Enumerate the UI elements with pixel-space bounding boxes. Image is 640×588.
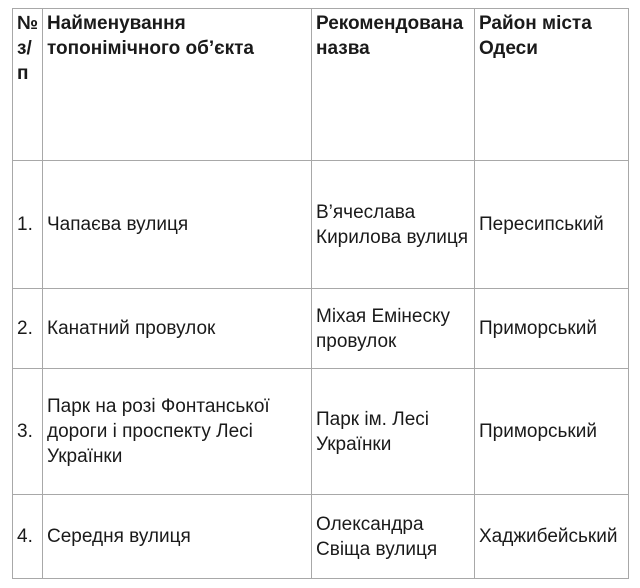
recommended-name-cell: Парк ім. Лесі Українки: [312, 369, 475, 495]
row-number: 2.: [13, 289, 43, 369]
row-number: 3.: [13, 369, 43, 495]
table-header-row: [13, 9, 629, 161]
table-row: [13, 289, 629, 369]
object-name-cell: Середня вулиця: [43, 495, 312, 579]
recommended-name-cell: Олександра Свіща вулиця: [312, 495, 475, 579]
header-number-line: п: [17, 63, 29, 84]
table-row: [13, 495, 629, 579]
district-cell: Хаджибейський: [475, 495, 629, 579]
table-row: [13, 369, 629, 495]
recommended-name-cell: В’ячеслава Кирилова вулиця: [312, 161, 475, 289]
object-name-cell: Парк на розі Фонтанської дороги і проспекту Лесі Українки: [43, 369, 312, 495]
district-cell: Пересипський: [475, 161, 629, 289]
table-row: [13, 161, 629, 289]
header-number-line: з/: [17, 38, 32, 59]
district-cell: Приморський: [475, 369, 629, 495]
row-number: 1.: [13, 161, 43, 289]
header-object-name: Найменування топонімічного об’єкта: [43, 9, 312, 161]
header-number: [13, 9, 43, 161]
header-number-line: №: [17, 13, 39, 34]
object-name-cell: Канатний провулок: [43, 289, 312, 369]
row-number: 4.: [13, 495, 43, 579]
recommended-name-cell: Міхая Емінеску провулок: [312, 289, 475, 369]
header-district: Район міста Одеси: [475, 9, 629, 161]
renaming-table: [12, 8, 629, 579]
object-name-cell: Чапаєва вулиця: [43, 161, 312, 289]
district-cell: Приморський: [475, 289, 629, 369]
header-recommended-name: Рекомендована назва: [312, 9, 475, 161]
